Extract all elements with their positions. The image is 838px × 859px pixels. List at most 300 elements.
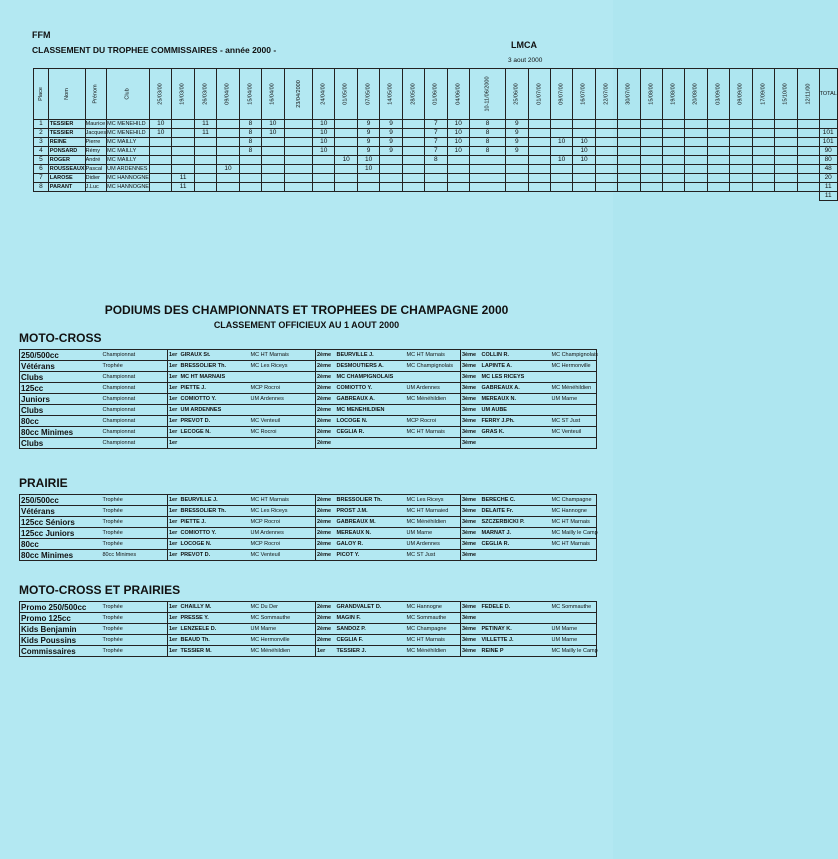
- podium-place-1: 1er: [168, 506, 180, 517]
- rank-score: 10: [313, 138, 335, 147]
- podium-place-2: 2ème: [316, 427, 336, 438]
- rank-total-extra: 11: [819, 192, 837, 201]
- rank-score: [313, 183, 335, 192]
- rank-score: [217, 174, 239, 183]
- rank-score: [194, 147, 216, 156]
- ranking-date-header: [357, 69, 379, 120]
- rank-score: 10: [447, 138, 469, 147]
- podium-place-2: 2ème: [316, 495, 336, 506]
- rank-score: 9: [506, 147, 528, 156]
- rank-score: [663, 174, 685, 183]
- ranking-header-label: Prénom: [92, 84, 99, 104]
- ranking-header-cell: [34, 69, 49, 120]
- rank-score: [149, 147, 171, 156]
- podium-winner-2: GABREAUX A.: [336, 396, 375, 402]
- podium-type: Championnat: [102, 407, 136, 413]
- podium-winner-2: CEGLIA F.: [336, 637, 363, 643]
- ranking-date-label: 12/11/00: [805, 83, 812, 105]
- podium-category: Clubs: [21, 438, 44, 448]
- podium-club-3: MC HT Marnais: [551, 519, 590, 525]
- ranking-table: [33, 68, 838, 201]
- rank-place: 3: [34, 138, 49, 147]
- podium-club-1: MCP Rocroi: [250, 519, 281, 525]
- podium-winner-2: BRESSOLIER Th.: [336, 497, 383, 503]
- rank-score: [425, 174, 447, 183]
- rank-score: [402, 129, 424, 138]
- ranking-row: [34, 129, 838, 138]
- podium-type: Trophée: [102, 508, 123, 514]
- podium-type: Trophée: [102, 604, 123, 610]
- section-heading: PRAIRIE: [19, 476, 68, 490]
- ranking-header-label: Place: [37, 87, 44, 101]
- ranking-date-label: 19/03/00: [180, 83, 187, 105]
- podium-row: [20, 602, 597, 613]
- rank-prenom: Pascal: [85, 165, 107, 174]
- podium-winner-1: COMIOTTO Y.: [180, 396, 217, 402]
- rank-score: [506, 183, 528, 192]
- rank-score: [595, 174, 617, 183]
- ranking-date-label: 03/09/00: [715, 83, 722, 105]
- podium-place-3: 3ème: [461, 528, 481, 539]
- rank-score: [217, 147, 239, 156]
- podium-winner-2: MAGIN F.: [336, 615, 361, 621]
- rank-score: [707, 147, 729, 156]
- rank-total: 80: [819, 156, 837, 165]
- ranking-date-label: 04/06/00: [455, 83, 462, 105]
- rank-score: [752, 156, 774, 165]
- rank-score: [663, 156, 685, 165]
- podium-place-1: 1er: [168, 405, 180, 416]
- rank-place: 7: [34, 174, 49, 183]
- rank-score: [402, 120, 424, 129]
- podium-place-1: 1er: [168, 635, 180, 646]
- rank-score: [528, 138, 550, 147]
- ranking-row: [34, 174, 838, 183]
- podium-winner-3: GRAS K.: [481, 429, 505, 435]
- rank-score: 10: [447, 120, 469, 129]
- rank-score: [775, 138, 797, 147]
- rank-score: [239, 183, 261, 192]
- podium-club-3: MC ST Just: [551, 418, 581, 424]
- rank-score: [313, 156, 335, 165]
- rank-score: [730, 147, 752, 156]
- podium-row: [20, 416, 597, 427]
- ranking-total-header: TOTAL: [819, 69, 837, 120]
- podium-place-2: 2ème: [316, 613, 336, 624]
- podium-place-3: 3ème: [461, 350, 481, 361]
- rank-score: [707, 183, 729, 192]
- ranking-date-label: 20/08/00: [693, 83, 700, 105]
- podium-table: [19, 494, 597, 561]
- podium-row: [20, 495, 597, 506]
- rank-score: [618, 138, 640, 147]
- podium-category: Vétérans: [21, 361, 55, 371]
- rank-score: [730, 129, 752, 138]
- podium-type: Trophée: [102, 615, 123, 621]
- podium-place-3: 3ème: [461, 394, 481, 405]
- rank-score: [730, 174, 752, 183]
- ranking-extra-spacer: [34, 192, 820, 201]
- rank-place: 2: [34, 129, 49, 138]
- rank-score: [506, 165, 528, 174]
- rank-nom: TESSIER: [48, 120, 85, 129]
- podium-place-2: 2ème: [316, 528, 336, 539]
- ranking-date-label: 16/04/00: [269, 83, 276, 105]
- podium-type: Trophée: [102, 530, 123, 536]
- ranking-header-label: Club: [125, 88, 132, 100]
- podium-winner-1: TESSIER M.: [180, 648, 212, 654]
- rank-score: [618, 147, 640, 156]
- rank-total: 101: [819, 129, 837, 138]
- podium-winner-1: PRESSE Y.: [180, 615, 209, 621]
- podium-place-1: 1er: [168, 372, 180, 383]
- podium-category: Commissaires: [21, 646, 76, 656]
- rank-score: [640, 147, 662, 156]
- rank-score: [262, 165, 284, 174]
- rank-score: [640, 120, 662, 129]
- rank-score: 9: [380, 138, 402, 147]
- rank-score: 11: [172, 174, 194, 183]
- podium-winner-3: [481, 438, 551, 449]
- rank-score: [194, 183, 216, 192]
- rank-score: [262, 174, 284, 183]
- ranking-date-label: 10-11/06/2000: [484, 76, 491, 112]
- podium-category: 125cc: [21, 383, 44, 393]
- rank-score: [313, 165, 335, 174]
- rank-score: [470, 165, 506, 174]
- rank-score: [550, 183, 572, 192]
- podium-category: Kids Benjamin: [21, 624, 77, 634]
- podium-place-1: 1er: [168, 495, 180, 506]
- podium-place-3: 3ème: [461, 405, 481, 416]
- podium-place-3: 3ème: [461, 517, 481, 528]
- rank-score: [752, 120, 774, 129]
- ranking-header-label: Nom: [63, 88, 70, 100]
- ranking-date-header: [640, 69, 662, 120]
- podium-place-3: 3ème: [461, 624, 481, 635]
- rank-score: [380, 156, 402, 165]
- podium-row: [20, 539, 597, 550]
- podium-place-3: 3ème: [461, 539, 481, 550]
- rank-score: [797, 129, 819, 138]
- podium-category: 125cc Séniors: [21, 517, 75, 527]
- rank-total: 20: [819, 174, 837, 183]
- podium-type: Championnat: [102, 429, 136, 435]
- rank-score: [752, 138, 774, 147]
- podium-place-1: 1er: [168, 550, 180, 561]
- podium-winner-3: GABREAUX A.: [481, 385, 520, 391]
- podium-winner-1: PREVOT D.: [180, 552, 211, 558]
- rank-score: [752, 129, 774, 138]
- rank-score: [172, 138, 194, 147]
- org-label: FFM: [32, 30, 51, 40]
- rank-score: [284, 138, 313, 147]
- rank-score: [775, 165, 797, 174]
- rank-score: [707, 156, 729, 165]
- rank-score: 10: [550, 156, 572, 165]
- rank-score: [335, 129, 357, 138]
- podium-club-1: MCP Rocroi: [250, 541, 281, 547]
- podium-place-3: 3ème: [461, 602, 481, 613]
- podium-winner-2: DESMOUTIERS A.: [336, 363, 384, 369]
- podium-club-1: [250, 405, 316, 416]
- rank-score: [149, 156, 171, 165]
- rank-score: [663, 183, 685, 192]
- podium-club-1: MC Les Riceys: [250, 508, 288, 514]
- podium-type: Championnat: [102, 440, 136, 446]
- podium-row: [20, 550, 597, 561]
- rank-score: [752, 147, 774, 156]
- ranking-row: [34, 156, 838, 165]
- podium-winner-2: BEURVILLE J.: [336, 352, 374, 358]
- rank-prenom: Didier: [85, 174, 107, 183]
- podium-winner-3: MC LES RICEYS: [481, 374, 525, 380]
- podium-winner-2: MC CHAMPIGNOLAIS: [336, 374, 394, 380]
- podium-club-1: MC Hermonville: [250, 637, 290, 643]
- podium-row: [20, 506, 597, 517]
- podium-winner-2: TESSIER J.: [336, 648, 367, 654]
- podium-place-3: 3ème: [461, 495, 481, 506]
- podium-category: 250/500cc: [21, 495, 59, 505]
- rank-score: [550, 174, 572, 183]
- podium-winner-1: LENZEELE D.: [180, 626, 217, 632]
- rank-score: [797, 120, 819, 129]
- podium-type: Trophée: [102, 541, 123, 547]
- ranking-date-label: 17/09/00: [760, 83, 767, 105]
- ranking-row: [34, 147, 838, 156]
- podium-place-1: 1er: [168, 528, 180, 539]
- rank-score: [573, 183, 595, 192]
- rank-nom: REINE: [48, 138, 85, 147]
- rank-score: 9: [506, 138, 528, 147]
- podium-type: Trophée: [102, 497, 123, 503]
- podium-place-1: 1er: [168, 350, 180, 361]
- podium-category: 80cc Minimes: [21, 550, 74, 560]
- podium-winner-1: LOCOGE N.: [180, 541, 212, 547]
- podium-place-1: 1er: [168, 624, 180, 635]
- rank-score: [239, 156, 261, 165]
- ranking-extra-row: [34, 192, 838, 201]
- podium-table: [19, 601, 597, 657]
- podium-type: 80cc Minimes: [102, 552, 137, 558]
- rank-score: [573, 120, 595, 129]
- rank-score: [447, 165, 469, 174]
- rank-score: [284, 147, 313, 156]
- podium-place-1: 1er: [168, 646, 180, 657]
- podium-row: [20, 635, 597, 646]
- ranking-date-label: 09/07/00: [558, 83, 565, 105]
- rank-score: [149, 183, 171, 192]
- podium-row: [20, 383, 597, 394]
- rank-score: 10: [447, 129, 469, 138]
- podium-category: 125cc Juniors: [21, 528, 75, 538]
- rank-score: [797, 147, 819, 156]
- podium-club-1: UM Ardennes: [250, 396, 284, 402]
- rank-nom: PARANT: [48, 183, 85, 192]
- rank-score: 11: [194, 120, 216, 129]
- rank-score: [775, 174, 797, 183]
- podium-place-1: 1er: [168, 602, 180, 613]
- podium-type: Championnat: [102, 352, 136, 358]
- podium-winner-3: FERRY J.Ph.: [481, 418, 515, 424]
- ranking-date-label: 09/04/00: [224, 83, 231, 105]
- rank-score: [172, 165, 194, 174]
- ranking-date-header: [595, 69, 617, 120]
- podium-winner-2: GABREAUX M.: [336, 519, 376, 525]
- ranking-date-label: 01/06/00: [432, 83, 439, 105]
- podium-club-2: MC Hannogne: [406, 604, 442, 610]
- rank-score: [506, 156, 528, 165]
- podium-club-1: MC HT Marnais: [250, 497, 289, 503]
- podium-place-2: 2ème: [316, 394, 336, 405]
- podium-place-3: 3ème: [461, 613, 481, 624]
- rank-score: 10: [217, 165, 239, 174]
- podium-club-1: MC Rocroi: [250, 429, 277, 435]
- rank-score: [707, 165, 729, 174]
- rank-score: 11: [194, 129, 216, 138]
- rank-score: [640, 156, 662, 165]
- podium-club-3: MC Mailly le Camp: [551, 648, 598, 654]
- podium-club-1: MC HT Marnais: [250, 352, 289, 358]
- rank-score: [663, 147, 685, 156]
- rank-club: MC MENEHILD: [107, 120, 150, 129]
- rank-score: [402, 147, 424, 156]
- podium-winner-3: MARNAT J.: [481, 530, 512, 536]
- ranking-date-header: [730, 69, 752, 120]
- podium-winner-1: GIRAUX St.: [180, 352, 211, 358]
- ranking-header-cell: [48, 69, 85, 120]
- rank-score: [284, 129, 313, 138]
- rank-score: [447, 174, 469, 183]
- podium-club-2: MC HT Marnais: [406, 429, 445, 435]
- rank-score: [149, 138, 171, 147]
- rank-score: [730, 165, 752, 174]
- rank-score: 7: [425, 120, 447, 129]
- rank-score: 10: [335, 156, 357, 165]
- podium-winner-1: COMIOTTO Y.: [180, 530, 217, 536]
- rank-score: [640, 183, 662, 192]
- rank-score: [528, 183, 550, 192]
- podium-club-2: UM Ardennes: [406, 541, 440, 547]
- podium-place-1: 1er: [168, 427, 180, 438]
- rank-score: [685, 120, 707, 129]
- ranking-row: [34, 120, 838, 129]
- rank-prenom: Jacques: [85, 130, 107, 136]
- rank-score: 10: [262, 120, 284, 129]
- podium-club-1: UM Marne: [250, 626, 277, 632]
- rank-place: 4: [34, 147, 49, 156]
- rank-club: MC MAILLY: [107, 138, 150, 147]
- podium-club-3: MC Champagne: [551, 497, 592, 503]
- ranking-date-header: [335, 69, 357, 120]
- rank-total: 101: [819, 138, 837, 147]
- podium-club-2: MC Les Riceys: [406, 497, 444, 503]
- rank-club: MC MENEHILD: [107, 129, 150, 138]
- ranking-date-header: [685, 69, 707, 120]
- rank-place: 8: [34, 183, 49, 192]
- podium-winner-3: UM AUBE: [481, 407, 507, 413]
- podium-place-3: 3ème: [461, 383, 481, 394]
- podium-winner-1: CHAILLY M.: [180, 604, 212, 610]
- podium-club-3: [551, 372, 597, 383]
- club-label: LMCA: [511, 40, 537, 50]
- rank-score: [618, 120, 640, 129]
- rank-score: [402, 165, 424, 174]
- podium-row: [20, 517, 597, 528]
- ranking-row: [34, 165, 838, 174]
- rank-score: [447, 156, 469, 165]
- podium-place-3: 3ème: [461, 416, 481, 427]
- rank-score: [595, 138, 617, 147]
- rank-score: [685, 138, 707, 147]
- podium-type: Trophée: [102, 626, 123, 632]
- podium-club-3: MC Mailly le Camp: [551, 530, 598, 536]
- podium-winner-3: [481, 550, 551, 561]
- podium-winner-2: CEGLIA R.: [336, 429, 365, 435]
- ranking-date-label: 16/07/00: [581, 83, 588, 105]
- ranking-date-label: 28/05/00: [410, 83, 417, 105]
- rank-score: 9: [506, 120, 528, 129]
- rank-score: [797, 165, 819, 174]
- podium-winner-3: FEDELE D.: [481, 604, 511, 610]
- podium-winner-3: BERECHE C.: [481, 497, 516, 503]
- rank-nom: ROGER: [48, 156, 85, 165]
- rank-score: [730, 156, 752, 165]
- rank-score: [730, 120, 752, 129]
- ranking-date-label: 15/04/00: [247, 83, 254, 105]
- rank-score: [707, 174, 729, 183]
- rank-score: [775, 183, 797, 192]
- podium-place-2: 2ème: [316, 405, 336, 416]
- rank-score: [528, 147, 550, 156]
- podium-category: Kids Poussins: [21, 635, 77, 645]
- podium-club-3: [551, 438, 597, 449]
- podium-type: Trophée: [102, 637, 123, 643]
- podium-place-1: 1er: [168, 416, 180, 427]
- podium-row: [20, 613, 597, 624]
- ranking-date-label: 30/07/00: [625, 83, 632, 105]
- podium-winner-1: LECOGE N.: [180, 429, 211, 435]
- rank-place: 5: [34, 156, 49, 165]
- podium-club-2: MCP Rocroi: [406, 418, 437, 424]
- podium-row: [20, 528, 597, 539]
- podium-club-2: [406, 438, 461, 449]
- podium-winner-3: VILLETTE J.: [481, 637, 514, 643]
- podium-club-2: MC Ménéhildien: [406, 519, 447, 525]
- ranking-date-header: [775, 69, 797, 120]
- podium-club-1: MC Sommauthe: [250, 615, 291, 621]
- podium-club-2: MC Champignolais: [406, 363, 453, 369]
- podium-category: Clubs: [21, 405, 44, 415]
- podium-place-2: 1er: [316, 646, 336, 657]
- rank-score: 8: [470, 120, 506, 129]
- podium-place-2: 2ème: [316, 361, 336, 372]
- podium-category: 80cc: [21, 416, 39, 426]
- rank-score: 8: [470, 129, 506, 138]
- ranking-date-header: [506, 69, 528, 120]
- rank-score: [685, 165, 707, 174]
- rank-score: 10: [313, 129, 335, 138]
- rank-score: [663, 165, 685, 174]
- podium-club-2: MC HT Marnais: [406, 637, 445, 643]
- rank-score: [618, 183, 640, 192]
- podium-category: Promo 125cc: [21, 613, 71, 623]
- rank-total: 48: [819, 165, 837, 174]
- rank-score: [573, 165, 595, 174]
- podium-winner-2: PROST J.M.: [336, 508, 368, 514]
- rank-score: [528, 174, 550, 183]
- podium-winner-2: LOCOGE N.: [336, 418, 368, 424]
